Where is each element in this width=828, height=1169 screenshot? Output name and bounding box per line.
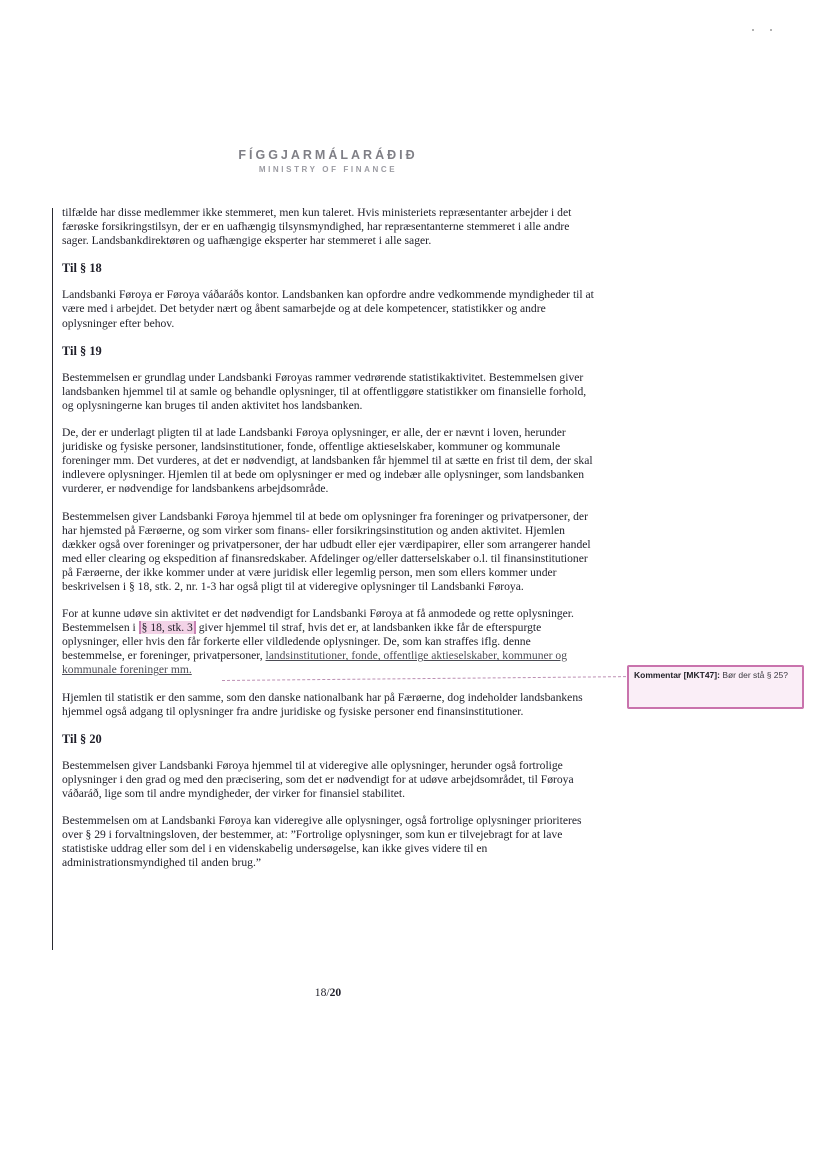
paragraph-continuation: tilfælde har disse medlemmer ikke stemmeret, men kun taleret. Hvis ministeriets repræsentanter arbejder i det færøske forsikringstilsyn, der er en uafhængig tilsynsmyndighed, har repræsentanterne stemmeret i alle andre sager. Landsbankdirektøren og uafhængige eksperter har stemmeret i alle sager. (62, 206, 572, 248)
section-heading-til-18: Til § 18 (62, 261, 102, 276)
comment-text: Bør der stå § 25? (719, 670, 788, 680)
paragraph: Bestemmelsen om at Landsbanki Føroya kan videregive alle oplysninger, også fortrolige oplysninger prioriteres over § 29 i forvaltningsloven, der bestemmer, at: ”Fortrolige oplysninger, som kun er tilvejebragt for at lave statistiske uddrag eller som del i en videnskabelig undersøgelse, kan ikke gives videre til en administrationsmyndighed til anden brug.” (62, 814, 582, 870)
document-body (62, 206, 596, 883)
paragraph: Landsbanki Føroya er Føroya váðaráðs kontor. Landsbanken kan opfordre andre vedkommende myndigheder til at være med i arbejdet. Det betyder nært og åbent samarbejde og at dele kompetencer, statistikker og andre oplysninger efter behov. (62, 288, 594, 330)
paragraph-text: giver hjemmel til straf, hvis det er, at landsbanken ikke får de efterspurgte oplysninger, eller hvis den får forkerte eller vildledende oplysninger. De, som kan straffes iflg. denne bestemmelse, er foreninger, privatpersoner, (62, 621, 542, 663)
page-number (62, 986, 594, 999)
paragraph: Hjemlen til statistik er den samme, som den danske nationalbank har på Færøerne, dog indeholder landsbankens hjemmel også adgang til oplysninger fra andre juridiske og fysiske personer end finansinstitutioner. (62, 690, 583, 718)
page-number-total: 20 (329, 986, 342, 999)
paragraph: Bestemmelsen giver Landsbanki Føroya hjemmel til at videregive alle oplysninger, herunder også fortrolige oplysninger i den grad og med den præcisering, som det er nødvendigt for at udøve arbejdsområdet, til Føroya váðaráð, lige som til andre myndigheder, der virker for finansiel stabilitet. (62, 758, 574, 800)
ministry-name: FÍGGJARMÁLARÁÐIÐ (238, 148, 418, 162)
scan-artifact-dots (752, 28, 778, 32)
ministry-subtitle: MINISTRY OF FINANCE (258, 165, 398, 174)
tracked-change-insertion: landsinstitutioner, fonde, offentlige aktieselskaber, kommuner og kommunale foreninger mm. (62, 649, 568, 677)
review-comment-balloon[interactable] (627, 665, 804, 709)
revision-change-bar (52, 208, 53, 950)
section-heading-til-19: Til § 19 (62, 343, 102, 358)
section-heading-til-20: Til § 20 (62, 731, 102, 746)
comment-anchor-highlight[interactable]: § 18, stk. 3 (139, 621, 196, 634)
paragraph: Bestemmelsen giver Landsbanki Føroya hjemmel til at bede om oplysninger fra foreninger og privatpersoner, der har hjemsted på Færøerne, og som virker som finans- eller forsikringsinstitution og anden aktivitet. Hjemlen dækker også over foreninger og privatpersoner, der har udbudt eller ejer værdipapirer, eller som arrangerer handel med eller clearing og ekspedition af finansredskaber. Afdelinger og/eller datterselskaber o.l. til finansinstitutioner på Færøerne, der ikke kommer under at være juridisk eller legemlig person, men som ellers kommer under beskrivelsen i § 18, stk. 2, nr. 1-3 har også pligt til at videregive oplysninger til Landsbanki Føroya. (62, 509, 591, 593)
paragraph-text: For at kunne udøve sin aktivitet er det nødvendigt for Landsbanki Føroya at få anmodede og rette oplysninger. Bestemmelsen i (62, 607, 574, 635)
comment-author-label: Kommentar [MKT47]: (634, 670, 720, 680)
paragraph: De, der er underlagt pligten til at lade Landsbanki Føroya oplysninger, er alle, der er nævnt i loven, herunder juridiske og fysiske personer, landsinstitutioner, fonde, offentlige aktieselskaber, kommuner og kommunale foreninger mm. Det vurderes, at det er nødvendigt, at landsbanken får hjemmel til at sætte en frist til dem, der skal indlevere oplysninger. Hjemlen til at bede om oplysninger er med og indebær alle oplysninger, som landsbanken vurderer, er nødvendige for landsbankens arbejdsområde. (62, 426, 593, 496)
page-number-current: 18/ (314, 986, 330, 999)
paragraph-with-comment-anchor (62, 607, 596, 677)
paragraph: Bestemmelsen er grundlag under Landsbanki Føroyas rammer vedrørende statistikaktivitet. Bestemmelsen giver landsbanken hjemmel til at samle og behandle oplysninger, til at offentliggøre statistikker om finansielle forhold, og oplysningerne kan bruges til anden aktivitet hos landsbanken. (62, 370, 587, 412)
letterhead (62, 148, 594, 174)
